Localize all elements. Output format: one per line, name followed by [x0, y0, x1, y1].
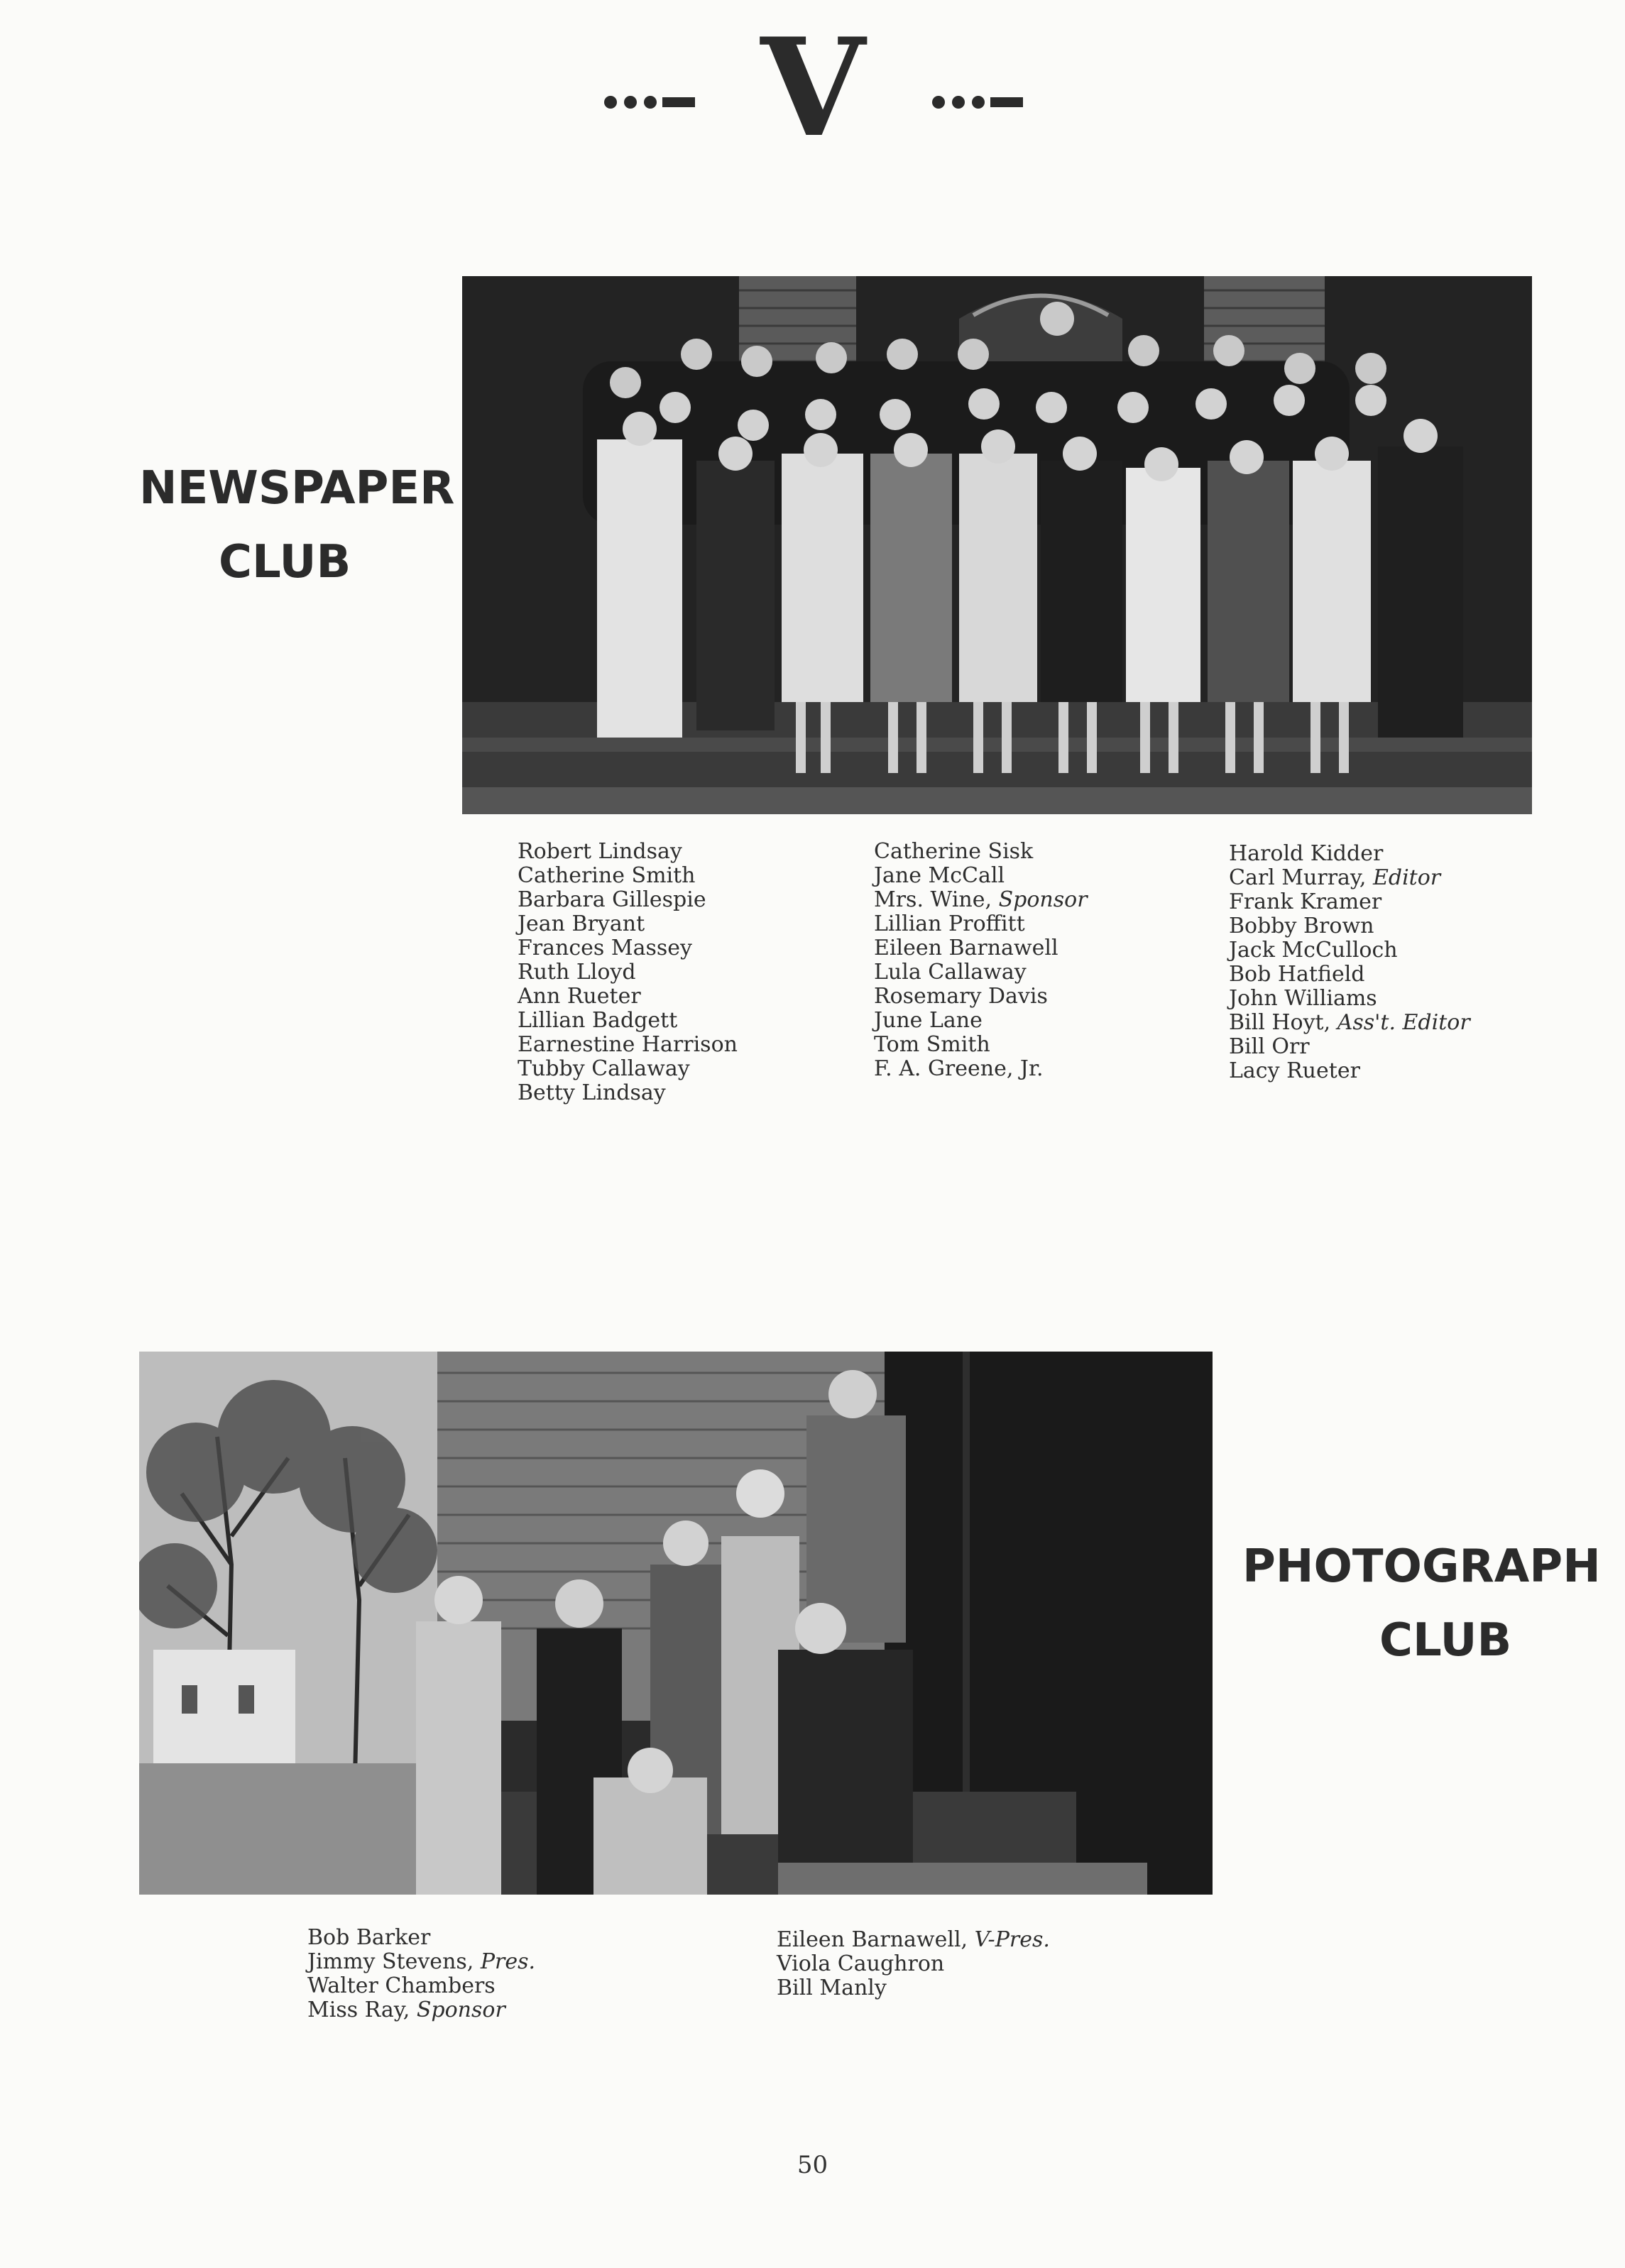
member-entry — [307, 1998, 535, 2022]
member-role: Sponsor — [998, 887, 1088, 912]
member-name: Earnestine Harrison — [518, 1032, 738, 1057]
member-name: Tom Smith — [874, 1032, 990, 1057]
member-name: Harold Kidder — [1229, 841, 1384, 866]
newspaper-club-title-line1: NEWSPAPER — [139, 462, 455, 515]
member-role: Pres. — [480, 1949, 536, 1974]
member-name: Carl Murray, — [1229, 865, 1367, 890]
newspaper-club-names-col2 — [874, 840, 1088, 1081]
member-name: Ruth Lloyd — [518, 960, 636, 985]
photograph-club-names-col1 — [307, 1926, 535, 2022]
photograph-club-photo — [139, 1352, 1213, 1895]
member-name: Betty Lindsay — [518, 1080, 666, 1105]
member-name: Bob Barker — [307, 1925, 431, 1950]
member-role: Sponsor — [416, 1998, 505, 2022]
member-entry — [1229, 1011, 1470, 1035]
member-name: Jack McCulloch — [1229, 938, 1398, 963]
member-entry — [307, 1950, 535, 1974]
member-entry — [874, 888, 1088, 912]
member-name: Walter Chambers — [307, 1973, 496, 1998]
member-name: Rosemary Davis — [874, 984, 1048, 1009]
member-entry — [1229, 866, 1470, 890]
member-name: Catherine Sisk — [874, 839, 1034, 864]
member-name: Jimmy Stevens, — [307, 1949, 474, 1974]
newspaper-club-title — [139, 451, 454, 599]
member-name: Lula Callaway — [874, 960, 1027, 985]
member-name: Viola Caughron — [777, 1951, 945, 1976]
newspaper-club-names-col1 — [518, 840, 738, 1105]
member-name: Tubby Callaway — [518, 1056, 690, 1081]
member-name: Catherine Smith — [518, 863, 696, 888]
member-entry — [777, 1928, 1050, 1952]
group-photo-image — [139, 1352, 1213, 1895]
member-role: V-Pres. — [974, 1927, 1050, 1952]
member-name: Barbara Gillespie — [518, 887, 706, 912]
member-name: Lillian Badgett — [518, 1008, 678, 1033]
member-role: Editor — [1372, 865, 1441, 890]
member-name: June Lane — [874, 1008, 983, 1033]
photograph-club-title-line1: PHOTOGRAPH — [1242, 1540, 1601, 1593]
group-photo-image — [462, 276, 1532, 814]
photograph-club-title-line2: CLUB — [1379, 1614, 1512, 1667]
member-name: Eileen Barnawell — [874, 936, 1058, 960]
member-name: Lacy Rueter — [1229, 1058, 1360, 1083]
member-name: Frank Kramer — [1229, 889, 1382, 914]
member-name: Miss Ray, — [307, 1998, 410, 2022]
member-name: Jane McCall — [874, 863, 1005, 888]
member-name: Lillian Proffitt — [874, 911, 1025, 936]
member-name: Ann Rueter — [518, 984, 641, 1009]
member-name: Eileen Barnawell, — [777, 1927, 968, 1952]
ornament-graphic — [564, 28, 1061, 156]
member-name: Jean Bryant — [518, 911, 645, 936]
member-name: Bill Manly — [777, 1976, 887, 2000]
member-name: Bill Hoyt, — [1229, 1010, 1331, 1035]
ornament-letter: V — [760, 28, 865, 156]
photograph-club-title — [1242, 1530, 1601, 1677]
newspaper-club-title-line2: CLUB — [219, 536, 351, 588]
member-name: Robert Lindsay — [518, 839, 682, 864]
photograph-club-names-col2 — [777, 1928, 1050, 2000]
page-number: 50 — [797, 2151, 828, 2179]
member-name: John Williams — [1229, 986, 1377, 1011]
newspaper-club-photo — [462, 276, 1532, 814]
member-name: Frances Massey — [518, 936, 692, 960]
member-name: F. A. Greene, Jr. — [874, 1056, 1044, 1081]
member-name: Bill Orr — [1229, 1034, 1310, 1059]
member-role: Ass't. Editor — [1337, 1010, 1470, 1035]
header-ornament — [0, 28, 1625, 156]
member-name: Bobby Brown — [1229, 914, 1374, 938]
member-name: Mrs. Wine, — [874, 887, 992, 912]
newspaper-club-names-col3 — [1229, 842, 1470, 1083]
member-name: Bob Hatfield — [1229, 962, 1365, 987]
